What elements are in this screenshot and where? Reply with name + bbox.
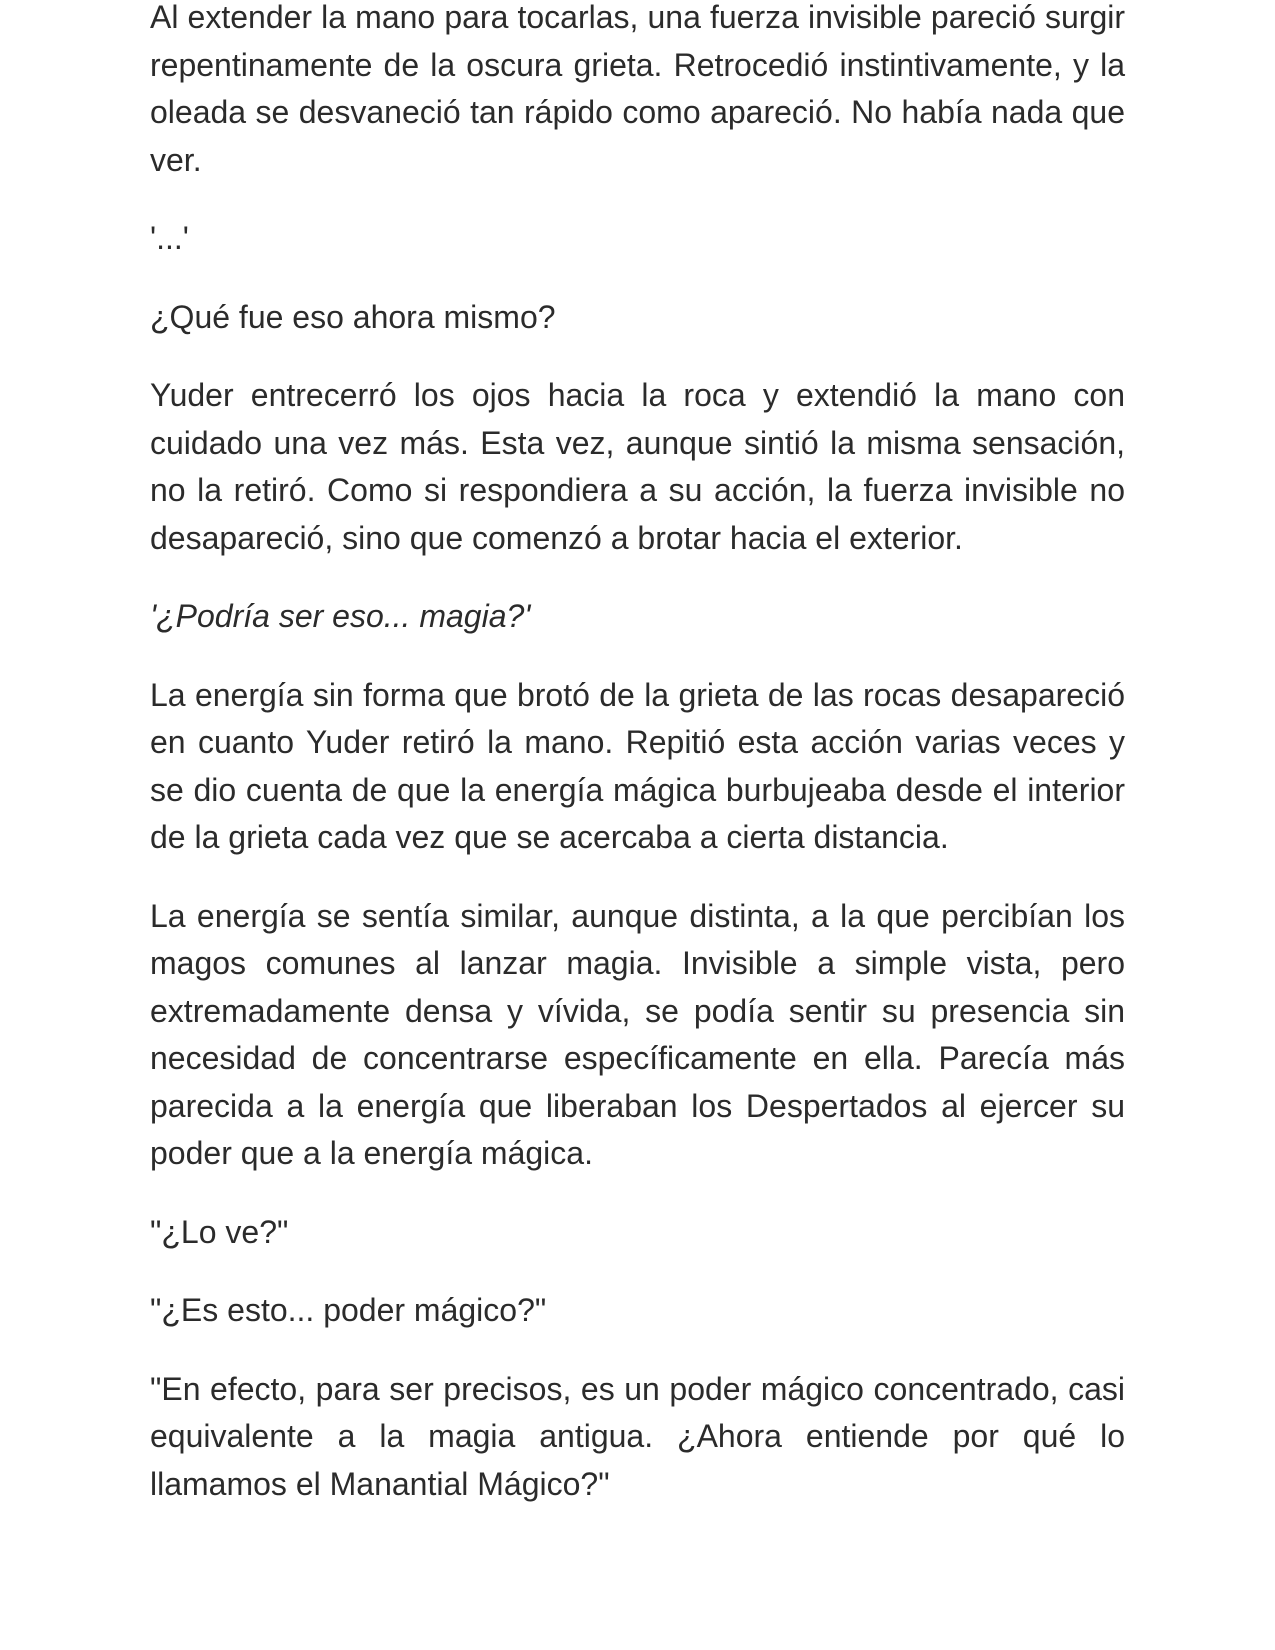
document-page (150, 0, 1125, 1539)
paragraph-10-dialogue: "En efecto, para ser precisos, es un poder mágico concentrado, casi equivalente a la magia antigua. ¿Ahora entiende por qué lo llamamos el Manantial Mágico?" (150, 1370, 1125, 1502)
paragraph-5-thought: '¿Podría ser eso... magia?' (150, 598, 531, 634)
paragraph-9-dialogue: "¿Es esto... poder mágico?" (150, 1292, 547, 1328)
paragraph-8-dialogue: "¿Lo ve?" (150, 1213, 289, 1250)
paragraph-4: Yuder entrecerró los ojos hacia la roca y extendió la mano con cuidado una vez más. Esta vez, aunque sintió la misma sensación, no la retiró. Como si respondiera a su acción, la fuerza invisible no desapareció, sino que comenzó a brotar hacia el exterior. (150, 377, 1125, 556)
paragraph-6: La energía sin forma que brotó de la grieta de las rocas desapareció en cuanto Yuder retiró la mano. Repitió esta acción varias veces y se dio cuenta de que la energía mágica burbujeaba desde el interior de la grieta cada vez que se acercaba a cierta distancia. (150, 676, 1125, 855)
paragraph-7: La energía se sentía similar, aunque distinta, a la que percibían los magos comunes al lanzar magia. Invisible a simple vista, pero extremadamente densa y vívida, se podía sentir su presencia sin necesidad de concentrarse específicamente en ella. Parecía más parecida a la energía que liberaban los Despertados al ejercer su poder que a la energía mágica. (150, 897, 1125, 1171)
paragraph-1: Al extender la mano para tocarlas, una fuerza invisible pareció surgir repentinamente de la oscura grieta. Retrocedió instintivamente, y la oleada se desvaneció tan rápido como apareció. No había nada que ver. (150, 0, 1125, 178)
paragraph-2-ellipsis-thought: '...' (150, 220, 189, 256)
paragraph-3: ¿Qué fue eso ahora mismo? (150, 298, 556, 335)
